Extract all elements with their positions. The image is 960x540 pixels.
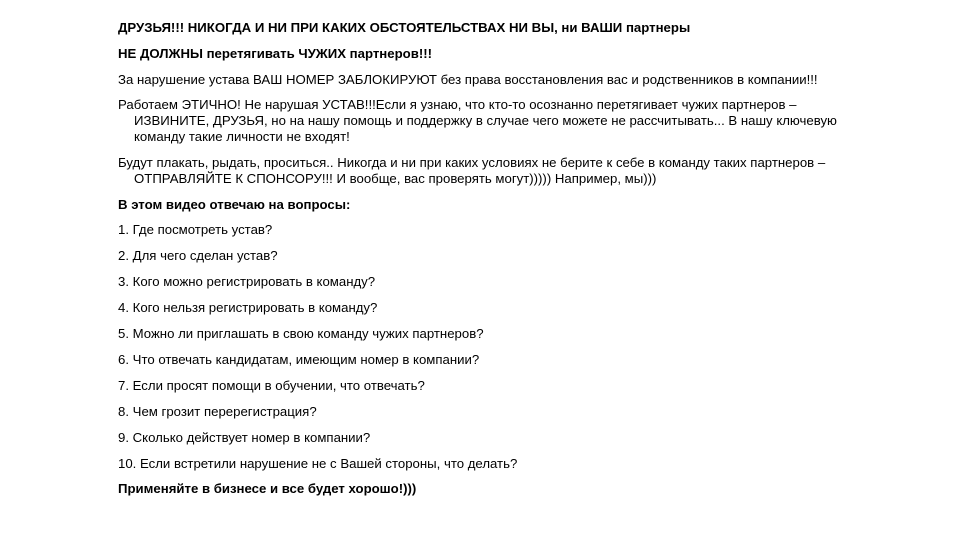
heading-line-2: НЕ ДОЛЖНЫ перетягивать ЧУЖИХ партнеров!!! [118,46,433,61]
paragraph-send-to-sponsor: Будут плакать, рыдать, проситься.. Никогда и ни при каких условиях не берите к себе в команду таких партнеров – ОТПРАВЛЯЙТЕ К СПОНСОРУ!!! И вообще, вас проверять могут))))) Например, мы))) [118,155,826,186]
question-item: 4. Кого нельзя регистрировать в команду? [118,300,378,315]
question-item: 2. Для чего сделан устав? [118,248,278,263]
question-item: 5. Можно ли приглашать в свою команду чужих партнеров? [118,326,484,341]
question-item: 7. Если просят помощи в обучении, что отвечать? [118,378,425,393]
question-item: 6. Что отвечать кандидатам, имеющим номер в компании? [118,352,480,367]
heading-line-1: ДРУЗЬЯ!!! НИКОГДА И НИ ПРИ КАКИХ ОБСТОЯТЕЛЬСТВАХ НИ ВЫ, ни ВАШИ партнеры [118,20,691,35]
question-item: 3. Кого можно регистрировать в команду? [118,274,376,289]
question-item: 1. Где посмотреть устав? [118,222,273,237]
questions-list [118,222,848,472]
question-item: 9. Сколько действует номер в компании? [118,430,371,445]
question-item: 8. Чем грозит перерегистрация? [118,404,317,419]
paragraph-ethics: Работаем ЭТИЧНО! Не нарушая УСТАВ!!!Если я узнаю, что кто-то осознанно перетягивает чужих партнеров – ИЗВИНИТЕ, ДРУЗЬЯ, но на нашу помощь и поддержку в случае чего можете не рассчитывать... В нашу ключевую команду такие личности не входят! [118,97,837,144]
paragraph-ban-warning: За нарушение устава ВАШ НОМЕР ЗАБЛОКИРУЮТ без права восстановления вас и родственников в компании!!! [118,72,818,87]
questions-heading: В этом видео отвечаю на вопросы: [118,197,351,212]
slide-content [118,18,848,497]
question-item: 10. Если встретили нарушение не с Вашей стороны, что делать? [118,456,518,471]
closing-line: Применяйте в бизнесе и все будет хорошо!))) [118,481,417,496]
